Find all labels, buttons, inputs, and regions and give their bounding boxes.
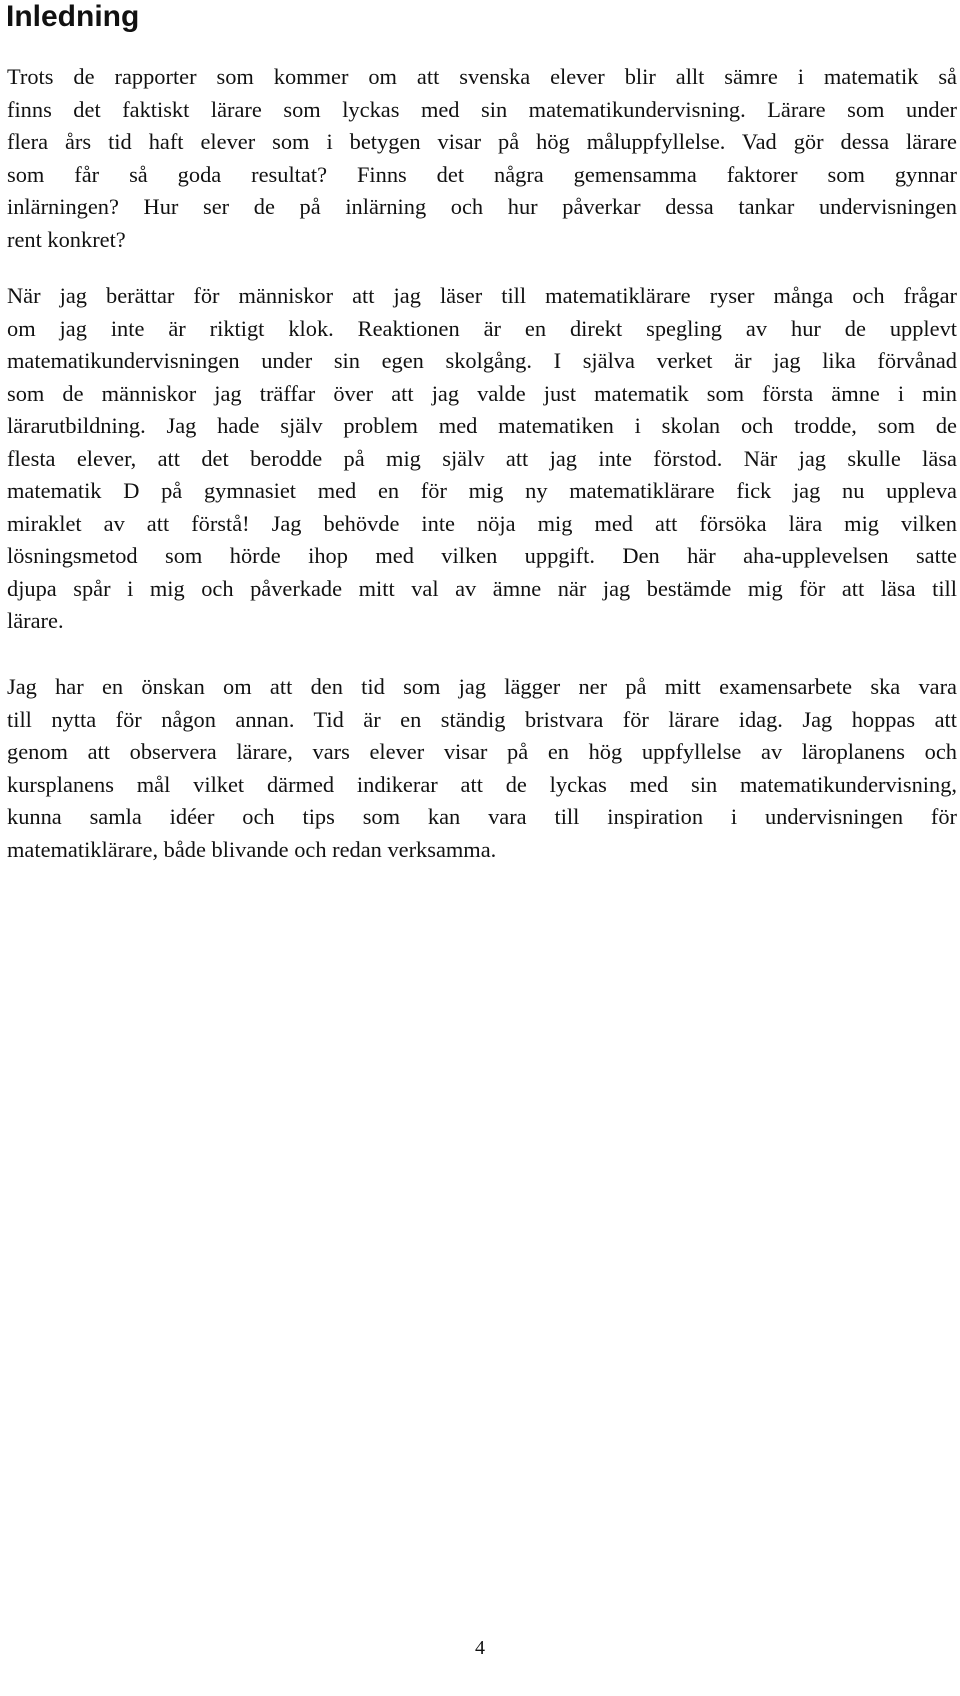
- text-line: Trots de rapporter som kommer om att svenska elever blir allt sämre i matematik så: [7, 64, 957, 89]
- text-line: matematikundervisningen under sin egen skolgång. I själva verket är jag lika förvånad: [7, 348, 957, 373]
- text-line: matematiklärare, både blivande och redan verksamma.: [7, 836, 497, 862]
- text-line: flera års tid haft elever som i betygen visar på hög måluppfyllelse. Vad gör dessa lärare: [7, 129, 957, 154]
- text-line: till nytta för någon annan. Tid är en ständig bristvara för lärare idag. Jag hoppas att: [7, 706, 957, 732]
- text-line: lärarutbildning. Jag hade själv problem med matematiken i skolan och trodde, som de: [7, 413, 957, 438]
- text-line: om jag inte är riktigt klok. Reaktionen är en direkt spegling av hur de upplevt: [7, 315, 957, 341]
- text-line: flesta elever, att det berodde på mig själv att jag inte förstod. När jag skulle läsa: [7, 445, 957, 471]
- text-line: lösningsmetod som hörde ihop med vilken uppgift. Den här aha-upplevelsen satte: [7, 543, 957, 568]
- text-line: lärare.: [7, 608, 64, 633]
- text-line: matematik D på gymnasiet med en för mig ny matematiklärare fick jag nu uppleva: [7, 478, 957, 503]
- section-heading: Inledning: [6, 0, 140, 33]
- text-line: som de människor jag träffar över att jag valde just matematik som första ämne i min: [7, 380, 957, 406]
- text-line: miraklet av att förstå! Jag behövde inte nöja mig med att försöka lära mig vilken: [7, 510, 957, 536]
- paragraph-purpose: [7, 671, 957, 866]
- page-number: 4: [475, 1637, 485, 1659]
- text-line: kunna samla idéer och tips som kan vara till inspiration i undervisningen för: [7, 804, 957, 829]
- text-line: genom att observera lärare, vars elever visar på en hög uppfyllelse av läroplanens och: [7, 739, 957, 764]
- text-line: djupa spår i mig och påverkade mitt val av ämne när jag bestämde mig för att läsa till: [7, 575, 957, 601]
- text-line: finns det faktiskt lärare som lyckas med sin matematikundervisning. Lärare som under: [7, 96, 957, 122]
- text-line: Jag har en önskan om att den tid som jag lägger ner på mitt examensarbete ska vara: [7, 674, 957, 699]
- text-line: rent konkret?: [7, 226, 126, 252]
- text-line: inlärningen? Hur ser de på inlärning och hur påverkar dessa tankar undervisningen: [7, 194, 957, 219]
- paragraph-personal-background: [7, 280, 957, 638]
- text-line: som får så goda resultat? Finns det några gemensamma faktorer som gynnar: [7, 161, 957, 187]
- text-line: kursplanens mål vilket därmed indikerar att de lyckas med sin matematikundervisning,: [7, 771, 957, 797]
- text-line: När jag berättar för människor att jag läser till matematiklärare ryser många och frågar: [7, 283, 957, 308]
- paragraph-intro: [7, 61, 957, 256]
